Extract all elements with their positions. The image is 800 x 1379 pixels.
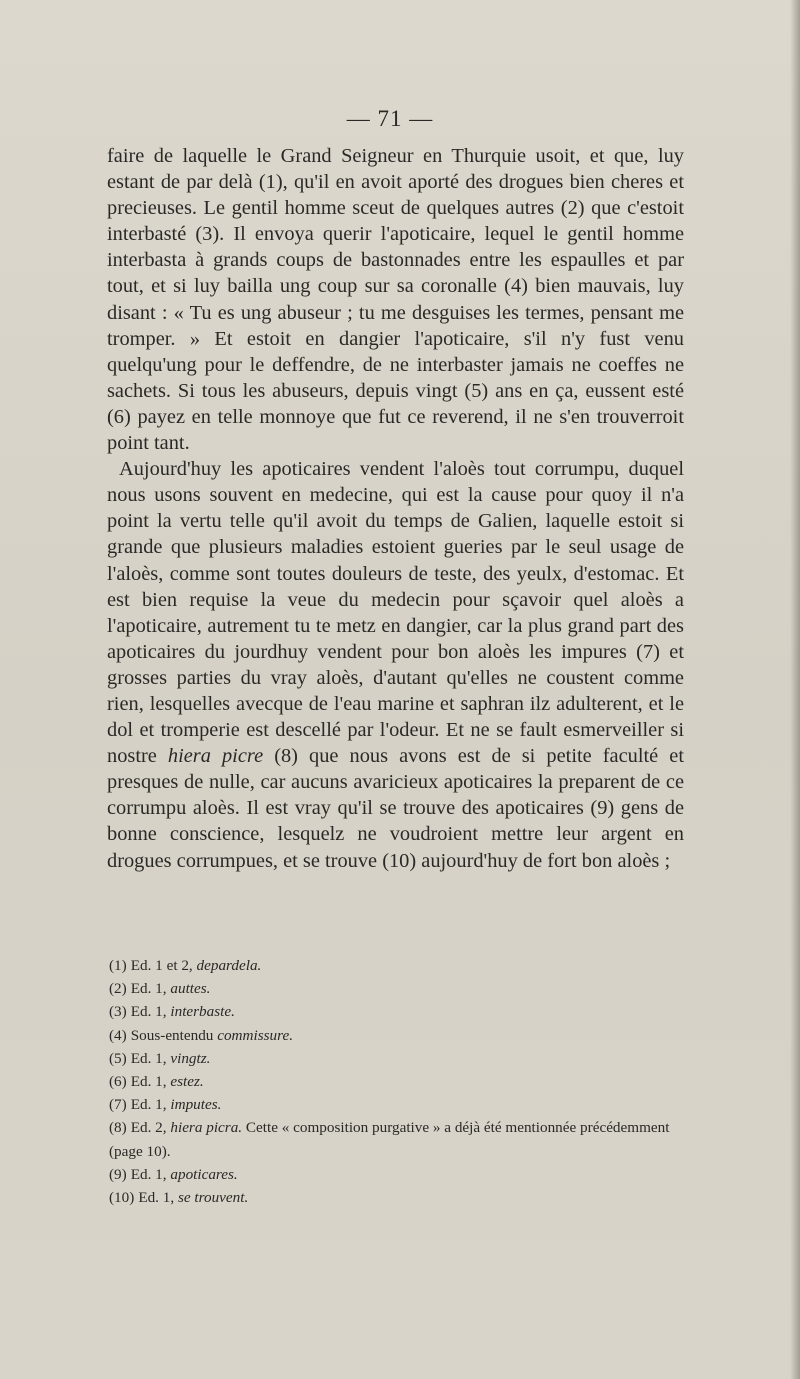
paragraph-2-italic-term: hiera picre bbox=[167, 745, 264, 768]
footnote-4 bbox=[107, 1024, 684, 1047]
page-edge-shadow bbox=[790, 0, 800, 1379]
footnote-number: (1) bbox=[109, 957, 127, 974]
footnote-text: Ed. 1, bbox=[130, 1165, 167, 1183]
footnote-text: Sous-entendu bbox=[130, 1026, 214, 1044]
footnote-6 bbox=[107, 1070, 684, 1093]
footnote-italic: depardela. bbox=[196, 957, 262, 974]
main-text bbox=[107, 143, 684, 874]
footnote-italic: interbaste. bbox=[170, 1003, 235, 1021]
footnote-rest: Cette « composition purgative » a déjà été mentionnée précédemment (page 10). bbox=[109, 1119, 670, 1160]
footnotes bbox=[107, 954, 684, 1209]
footnote-italic: imputes. bbox=[170, 1096, 222, 1114]
footnote-text: Ed. 1, bbox=[138, 1189, 175, 1207]
page-number: — 71 — bbox=[346, 106, 434, 131]
footnote-2 bbox=[107, 977, 684, 1000]
footnote-8 bbox=[107, 1116, 684, 1162]
footnote-text: Ed. 1, bbox=[130, 1096, 167, 1114]
footnote-text: Ed. 2, bbox=[130, 1119, 167, 1137]
footnote-9 bbox=[107, 1163, 684, 1186]
footnote-number: (3) bbox=[109, 1003, 127, 1021]
footnote-10 bbox=[107, 1186, 684, 1209]
footnote-number: (7) bbox=[109, 1096, 127, 1114]
footnote-number: (2) bbox=[109, 980, 127, 998]
footnote-text: Ed. 1, bbox=[130, 980, 167, 998]
footnote-7 bbox=[107, 1093, 684, 1116]
footnote-italic: commissure. bbox=[217, 1026, 293, 1044]
footnote-3 bbox=[107, 1000, 684, 1023]
paragraph-2 bbox=[107, 456, 684, 874]
paragraph-2-text-before: Aujourd'huy les apoticaires vendent l'aloès tout corrumpu, duquel nous usons souvent en medecine, qui est la cause pour quoy il n'a point la vertu telle qu'il avoit du temps de Galien, laquelle estoit si grande que plusieurs maladies estoient gueries par le seul usage de l'aloès, comme sont toutes douleurs de teste, des yeulx, d'estomac. Et est bien requise la veue du medecin pour sçavoir quel aloès a l'apoticaire, autrement tu te metz en dangier, car la plus grand part des apoticaires du jourdhuy vendent pour bon aloès les impures (7) et grosses parties du vray aloès, d'autant qu'elles ne coustent comme rien, lesquelles avecque de l'eau marine et saphran ilz adulterent, et le dol et tromperie est descellé par l'odeur. Et ne se fault esmerveiller si nostre bbox=[107, 458, 684, 768]
paragraph-1: faire de laquelle le Grand Seigneur en Thurquie usoit, et que, luy estant de par delà (1), qu'il en avoit aporté des drogues bien cheres et precieuses. Le gentil homme sceut de quelques autres (2) que c'estoit interbasté (3). Il envoya querir l'apoticaire, lequel le gentil homme interbasta à grands coups de bastonnades entre les espaulles et par tout, et si luy bailla ung coup sur sa coronalle (4) bien mauvais, luy disant : « Tu es ung abuseur ; tu me desguises les termes, pensant me tromper. » Et estoit en dangier l'apoticaire, s'il n'y fust venu quelqu'ung pour le deffendre, de ne interbaster jamais ne coeffes ne sachets. Si tous les abuseurs, depuis vingt (5) ans en ça, eussent esté (6) payez en telle monnoye que fut ce reverend, il ne s'en trouverroit point tant. bbox=[107, 145, 684, 455]
footnote-number: (10) bbox=[109, 1189, 135, 1207]
footnote-text: Ed. 1, bbox=[130, 1049, 167, 1067]
footnote-italic: auttes. bbox=[170, 980, 211, 998]
footnote-italic: hiera picra. bbox=[170, 1119, 243, 1137]
footnote-number: (9) bbox=[109, 1165, 127, 1183]
footnote-text: Ed. 1, bbox=[130, 1003, 167, 1021]
paragraph-2-text-after: (8) que nous avons est de si petite faculté et presques de nulle, car aucuns avaricieux apoticaires la preparent de ce corrumpu aloès. Il est vray qu'il se trouve des apoticaires (9) gens de bonne conscience, lesquelz ne voudroient mettre leur argent en drogues corrumpues, et se trouve (10) aujourd'huy de fort bon aloès ; bbox=[107, 745, 684, 872]
footnote-number: (6) bbox=[109, 1073, 127, 1091]
footnote-italic: estez. bbox=[170, 1073, 204, 1091]
footnote-1 bbox=[107, 954, 684, 977]
footnote-number: (4) bbox=[109, 1026, 127, 1044]
footnote-text: Ed. 1 et 2, bbox=[130, 957, 193, 974]
footnote-5 bbox=[107, 1047, 684, 1070]
footnote-italic: se trouvent. bbox=[177, 1189, 249, 1207]
footnote-text: Ed. 1, bbox=[130, 1073, 167, 1091]
footnote-italic: apoticares. bbox=[170, 1165, 238, 1183]
footnote-number: (8) bbox=[109, 1119, 127, 1137]
footnote-number: (5) bbox=[109, 1049, 127, 1067]
footnote-italic: vingtz. bbox=[170, 1049, 211, 1067]
